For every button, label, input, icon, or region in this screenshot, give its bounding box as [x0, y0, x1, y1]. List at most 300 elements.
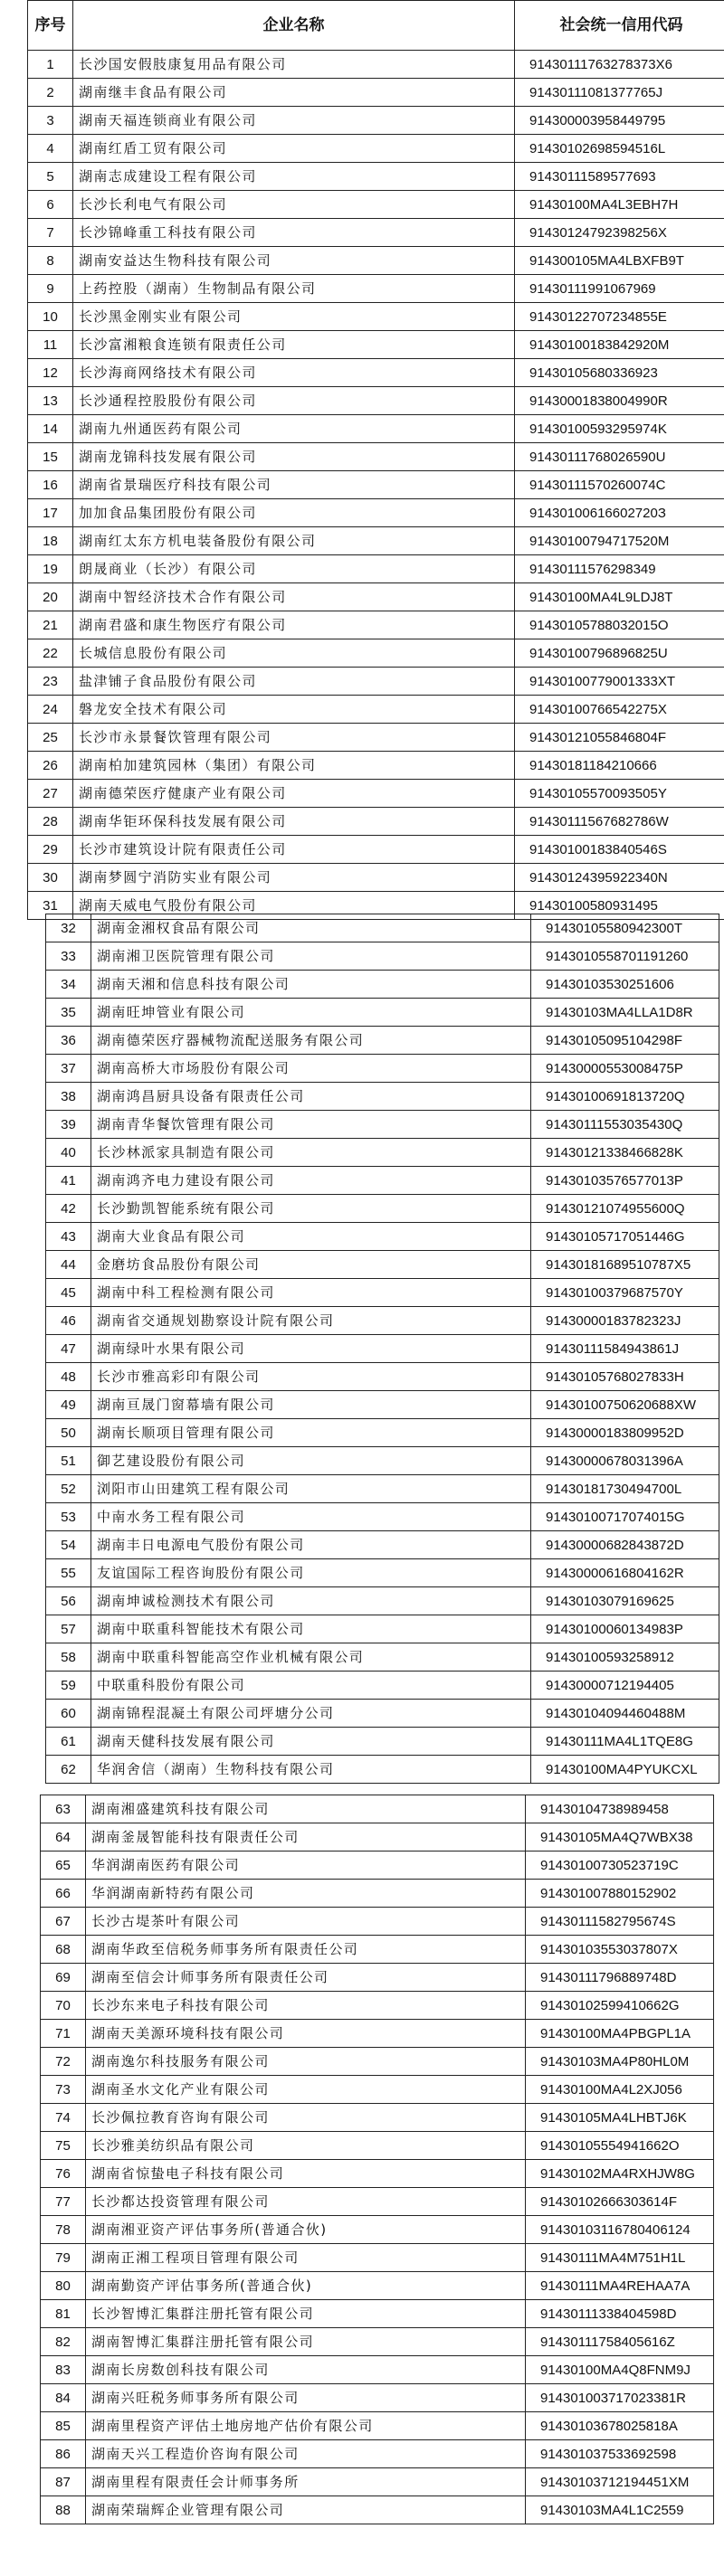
row-credit-code: 91430111796889748D [526, 1964, 714, 1992]
row-credit-code: 91430111MA4REHAA7A [526, 2272, 714, 2300]
row-company-name: 湖南高桥大市场股份有限公司 [91, 1055, 531, 1083]
row-seq: 79 [41, 2244, 86, 2272]
row-seq: 45 [46, 1279, 91, 1307]
row-company-name: 长沙锦峰重工科技有限公司 [73, 219, 515, 247]
table-row [46, 1111, 719, 1139]
table-row [28, 471, 724, 499]
row-seq: 57 [46, 1615, 91, 1643]
row-company-name: 湖南红太东方机电装备股份有限公司 [73, 527, 515, 555]
row-company-name: 长沙都达投资管理有限公司 [86, 2188, 526, 2216]
table-row [46, 1503, 719, 1531]
row-company-name: 长沙海商网络技术有限公司 [73, 359, 515, 387]
row-seq: 36 [46, 1027, 91, 1055]
row-seq: 22 [28, 639, 73, 668]
table-row [46, 999, 719, 1027]
table-body-part-2 [46, 914, 719, 1784]
row-company-name: 长沙东来电子科技有限公司 [86, 1992, 526, 2020]
table-row [41, 1852, 714, 1880]
table-row [28, 387, 724, 415]
row-company-name: 磐龙安全技术有限公司 [73, 696, 515, 724]
table-row [28, 780, 724, 808]
table-row [41, 2020, 714, 2048]
table-row [41, 2356, 714, 2384]
header-company-name: 企业名称 [73, 1, 515, 51]
row-seq: 41 [46, 1167, 91, 1195]
table-row [28, 752, 724, 780]
row-company-name: 湖南鸿齐电力建设有限公司 [91, 1167, 531, 1195]
row-credit-code: 91430102MA4RXHJW8G [526, 2160, 714, 2188]
row-company-name: 湖南华政至信税务师事务所有限责任公司 [86, 1936, 526, 1964]
row-seq: 7 [28, 219, 73, 247]
row-credit-code: 91430100060134983P [531, 1615, 719, 1643]
row-company-name: 长沙智博汇集群注册托管有限公司 [86, 2300, 526, 2328]
row-seq: 84 [41, 2384, 86, 2412]
table-row [28, 247, 724, 275]
row-credit-code: 91430104094460488M [531, 1700, 719, 1728]
row-seq: 6 [28, 191, 73, 219]
row-company-name: 湖南兴旺税务师事务所有限公司 [86, 2384, 526, 2412]
row-company-name: 湖南天威电气股份有限公司 [73, 892, 515, 920]
row-company-name: 湖南天美源环境科技有限公司 [86, 2020, 526, 2048]
table-row [46, 1027, 719, 1055]
row-credit-code: 91430001838004990R [515, 387, 724, 415]
row-seq: 38 [46, 1083, 91, 1111]
table-row [46, 1307, 719, 1335]
row-seq: 33 [46, 942, 91, 971]
row-seq: 29 [28, 836, 73, 864]
row-credit-code: 91430105717051446G [531, 1223, 719, 1251]
row-credit-code: 91430103576577013P [531, 1167, 719, 1195]
table-row [41, 2300, 714, 2328]
row-credit-code: 91430100580931495 [515, 892, 724, 920]
table-row [28, 415, 724, 443]
company-table-part-2 [45, 914, 719, 1784]
table-row [46, 1055, 719, 1083]
table-row [46, 1419, 719, 1447]
row-seq: 87 [41, 2468, 86, 2496]
row-company-name: 湖南坤诚检测技术有限公司 [91, 1587, 531, 1615]
row-credit-code: 91430111582795674S [526, 1908, 714, 1936]
row-seq: 61 [46, 1728, 91, 1756]
row-seq: 52 [46, 1475, 91, 1503]
table-row [41, 1795, 714, 1823]
row-company-name: 湖南天福连锁商业有限公司 [73, 107, 515, 135]
row-company-name: 湖南长顺项目管理有限公司 [91, 1419, 531, 1447]
row-seq: 42 [46, 1195, 91, 1223]
row-seq: 31 [28, 892, 73, 920]
row-seq: 54 [46, 1531, 91, 1559]
table-row [28, 107, 724, 135]
row-credit-code: 91430111763278373X6 [515, 51, 724, 79]
row-seq: 11 [28, 331, 73, 359]
row-credit-code: 91430111584943861J [531, 1335, 719, 1363]
row-seq: 49 [46, 1391, 91, 1419]
row-company-name: 湖南智博汇集群注册托管有限公司 [86, 2328, 526, 2356]
row-credit-code: 914301007880152902 [526, 1880, 714, 1908]
row-credit-code: 91430103116780406124 [526, 2216, 714, 2244]
table-header-row [28, 1, 724, 51]
row-credit-code: 91430111338404598D [526, 2300, 714, 2328]
row-company-name: 长沙长利电气有限公司 [73, 191, 515, 219]
row-seq: 5 [28, 163, 73, 191]
row-seq: 34 [46, 971, 91, 999]
row-credit-code: 91430102698594516L [515, 135, 724, 163]
table-row [41, 2412, 714, 2440]
row-seq: 37 [46, 1055, 91, 1083]
row-seq: 60 [46, 1700, 91, 1728]
table-row [46, 942, 719, 971]
row-company-name: 湖南绿叶水果有限公司 [91, 1335, 531, 1363]
table-row [46, 914, 719, 942]
row-seq: 62 [46, 1756, 91, 1784]
table-body-part-3 [41, 1795, 714, 2524]
row-seq: 12 [28, 359, 73, 387]
row-credit-code: 91430000553008475P [531, 1055, 719, 1083]
row-seq: 50 [46, 1419, 91, 1447]
row-credit-code: 91430103712194451XM [526, 2468, 714, 2496]
table-row [28, 219, 724, 247]
row-credit-code: 91430105580942300T [531, 914, 719, 942]
row-company-name: 加加食品集团股份有限公司 [73, 499, 515, 527]
row-credit-code: 91430100MA4L9LDJ8T [515, 583, 724, 611]
table-row [46, 1083, 719, 1111]
row-company-name: 长沙通程控股股份有限公司 [73, 387, 515, 415]
row-seq: 78 [41, 2216, 86, 2244]
row-company-name: 湖南安益达生物科技有限公司 [73, 247, 515, 275]
table-row [46, 1700, 719, 1728]
company-table-part-1 [27, 0, 724, 920]
table-row [46, 1672, 719, 1700]
row-seq: 86 [41, 2440, 86, 2468]
row-company-name: 湖南德荣医疗器械物流配送服务有限公司 [91, 1027, 531, 1055]
table-row [28, 191, 724, 219]
row-seq: 82 [41, 2328, 86, 2356]
row-credit-code: 91430111MA4L1TQE8G [531, 1728, 719, 1756]
row-credit-code: 91430100MA4Q8FNM9J [526, 2356, 714, 2384]
row-seq: 32 [46, 914, 91, 942]
row-company-name: 湖南至信会计师事务所有限责任公司 [86, 1964, 526, 1992]
row-company-name: 浏阳市山田建筑工程有限公司 [91, 1475, 531, 1503]
row-seq: 85 [41, 2412, 86, 2440]
row-seq: 63 [41, 1795, 86, 1823]
row-company-name: 湖南旺坤管业有限公司 [91, 999, 531, 1027]
row-company-name: 华润湖南新特药有限公司 [86, 1880, 526, 1908]
row-company-name: 湖南梦圆宁消防实业有限公司 [73, 864, 515, 892]
header-seq: 序号 [28, 1, 73, 51]
table-row [28, 359, 724, 387]
table-row [41, 1964, 714, 1992]
row-company-name: 湖南天兴工程造价咨询有限公司 [86, 2440, 526, 2468]
row-credit-code: 91430105554941662О [526, 2132, 714, 2160]
row-seq: 88 [41, 2496, 86, 2524]
row-credit-code: 91430100750620688XW [531, 1391, 719, 1419]
table-row [28, 808, 724, 836]
row-seq: 70 [41, 1992, 86, 2020]
row-company-name: 华润湖南医药有限公司 [86, 1852, 526, 1880]
table-row [28, 583, 724, 611]
table-row [28, 836, 724, 864]
table-row [28, 527, 724, 555]
row-credit-code: 91430103079169625 [531, 1587, 719, 1615]
row-seq: 80 [41, 2272, 86, 2300]
row-credit-code: 91430000712194405 [531, 1672, 719, 1700]
row-seq: 55 [46, 1559, 91, 1587]
table-row [41, 2160, 714, 2188]
row-credit-code: 91430121074955600Q [531, 1195, 719, 1223]
row-seq: 59 [46, 1672, 91, 1700]
table-row [46, 1335, 719, 1363]
row-company-name: 长沙市雅高彩印有限公司 [91, 1363, 531, 1391]
row-seq: 48 [46, 1363, 91, 1391]
table-row [28, 611, 724, 639]
row-credit-code: 91430111576298349 [515, 555, 724, 583]
row-company-name: 湖南正湘工程项目管理有限公司 [86, 2244, 526, 2272]
row-seq: 58 [46, 1643, 91, 1672]
row-credit-code: 91430000616804162R [531, 1559, 719, 1587]
row-credit-code: 91430124395922340N [515, 864, 724, 892]
row-company-name: 湖南圣水文化产业有限公司 [86, 2076, 526, 2104]
table-row [41, 2104, 714, 2132]
table-row [46, 1615, 719, 1643]
row-seq: 51 [46, 1447, 91, 1475]
row-company-name: 长沙市永景餐饮管理有限公司 [73, 724, 515, 752]
row-company-name: 湖南锦程混凝土有限公司坪塘分公司 [91, 1700, 531, 1728]
row-seq: 23 [28, 668, 73, 696]
row-company-name: 友谊国际工程咨询股份有限公司 [91, 1559, 531, 1587]
row-company-name: 湖南红盾工贸有限公司 [73, 135, 515, 163]
row-seq: 47 [46, 1335, 91, 1363]
row-company-name: 湖南君盛和康生物医疗有限公司 [73, 611, 515, 639]
row-company-name: 湖南勤资产评估事务所(普通合伙) [86, 2272, 526, 2300]
table-row [41, 2272, 714, 2300]
row-credit-code: 91430100616602720З [515, 499, 724, 527]
row-company-name: 长沙佩拉教育咨询有限公司 [86, 2104, 526, 2132]
row-company-name: 湖南省交通规划勘察设计院有限公司 [91, 1307, 531, 1335]
row-seq: 9 [28, 275, 73, 303]
row-seq: 76 [41, 2160, 86, 2188]
row-company-name: 湖南龙锦科技发展有限公司 [73, 443, 515, 471]
row-seq: 17 [28, 499, 73, 527]
row-seq: 24 [28, 696, 73, 724]
row-company-name: 湖南湘盛建筑科技有限公司 [86, 1795, 526, 1823]
table-row [46, 1167, 719, 1195]
row-seq: 66 [41, 1880, 86, 1908]
row-company-name: 盐津铺子食品股份有限公司 [73, 668, 515, 696]
row-company-name: 长沙富湘粮食连锁有限责任公司 [73, 331, 515, 359]
row-company-name: 湖南荣瑞辉企业管理有限公司 [86, 2496, 526, 2524]
row-credit-code: 91430105MA4Q7WBX38 [526, 1823, 714, 1852]
row-seq: 30 [28, 864, 73, 892]
row-company-name: 中联重科股份有限公司 [91, 1672, 531, 1700]
row-company-name: 长沙国安假肢康复用品有限公司 [73, 51, 515, 79]
table-row [28, 668, 724, 696]
row-company-name: 湖南釜晟智能科技有限责任公司 [86, 1823, 526, 1852]
row-credit-code: 91430103678025818A [526, 2412, 714, 2440]
table-row [46, 1139, 719, 1167]
table-row [41, 2328, 714, 2356]
row-company-name: 湖南里程有限责任会计师事务所 [86, 2468, 526, 2496]
table-row [28, 275, 724, 303]
row-credit-code: 91430111MA4M751H1L [526, 2244, 714, 2272]
row-credit-code: 91430100691813720Q [531, 1083, 719, 1111]
table-row [41, 2048, 714, 2076]
row-credit-code: 91430100183842920M [515, 331, 724, 359]
row-company-name: 湖南长房数创科技有限公司 [86, 2356, 526, 2384]
row-credit-code: 91430103MA4LLA1D8R [531, 999, 719, 1027]
row-credit-code: 91430100796896825U [515, 639, 724, 668]
table-row [41, 2468, 714, 2496]
row-company-name: 湖南华钜环保科技发展有限公司 [73, 808, 515, 836]
row-credit-code: 914301003717023381R [526, 2384, 714, 2412]
table-row [46, 1728, 719, 1756]
table-body-part-1 [28, 51, 724, 920]
row-credit-code: 914300003958449795 [515, 107, 724, 135]
row-credit-code: 91430100794717520M [515, 527, 724, 555]
table-row [41, 2076, 714, 2104]
row-credit-code: 9143010558701191260 [531, 942, 719, 971]
row-seq: 20 [28, 583, 73, 611]
table-row [41, 2440, 714, 2468]
row-seq: 2 [28, 79, 73, 107]
row-seq: 14 [28, 415, 73, 443]
row-company-name: 湖南中智经济技术合作有限公司 [73, 583, 515, 611]
row-seq: 1 [28, 51, 73, 79]
table-row [41, 2384, 714, 2412]
row-credit-code: 914300105MA4LBXFB9T [515, 247, 724, 275]
table-row [46, 1756, 719, 1784]
row-seq: 74 [41, 2104, 86, 2132]
row-seq: 53 [46, 1503, 91, 1531]
row-credit-code: 91430100MA4PBGPL1A [526, 2020, 714, 2048]
row-credit-code: 91430000678031396A [531, 1447, 719, 1475]
row-credit-code: 91430111553035430Q [531, 1111, 719, 1139]
row-seq: 19 [28, 555, 73, 583]
row-company-name: 御艺建设股份有限公司 [91, 1447, 531, 1475]
row-credit-code: 91430100MA4L3EBH7H [515, 191, 724, 219]
table-row [41, 1936, 714, 1964]
row-credit-code: 91430102666303614F [526, 2188, 714, 2216]
row-credit-code: 91430111768026590U [515, 443, 724, 471]
row-company-name: 湖南省景瑞医疗科技有限公司 [73, 471, 515, 499]
table-row [46, 1251, 719, 1279]
row-company-name: 湖南天湘和信息科技有限公司 [91, 971, 531, 999]
table-row [46, 1391, 719, 1419]
row-credit-code: 91430103530251606 [531, 971, 719, 999]
row-company-name: 湖南丰日电源电气股份有限公司 [91, 1531, 531, 1559]
row-company-name: 湖南九州通医药有限公司 [73, 415, 515, 443]
row-company-name: 湖南里程资产评估土地房地产估价有限公司 [86, 2412, 526, 2440]
row-seq: 16 [28, 471, 73, 499]
row-seq: 56 [46, 1587, 91, 1615]
row-credit-code: 91430105788032015O [515, 611, 724, 639]
row-seq: 67 [41, 1908, 86, 1936]
row-credit-code: 91430100379687570Y [531, 1279, 719, 1307]
row-seq: 65 [41, 1852, 86, 1880]
table-row [46, 1643, 719, 1672]
row-credit-code: 91430100MA4L2XJ056 [526, 2076, 714, 2104]
row-company-name: 湖南湘卫医院管理有限公司 [91, 942, 531, 971]
row-credit-code: 91430100766542275X [515, 696, 724, 724]
row-seq: 13 [28, 387, 73, 415]
row-company-name: 朗晟商业（长沙）有限公司 [73, 555, 515, 583]
table-row [28, 443, 724, 471]
row-seq: 18 [28, 527, 73, 555]
row-seq: 39 [46, 1111, 91, 1139]
row-company-name: 湖南继丰食品有限公司 [73, 79, 515, 107]
row-seq: 44 [46, 1251, 91, 1279]
row-credit-code: 91430181730494700L [531, 1475, 719, 1503]
table-row [28, 51, 724, 79]
row-credit-code: 91430100183840546S [515, 836, 724, 864]
table-row [46, 1447, 719, 1475]
row-seq: 77 [41, 2188, 86, 2216]
table-row [41, 1908, 714, 1936]
row-seq: 40 [46, 1139, 91, 1167]
row-credit-code: 91430105680336923 [515, 359, 724, 387]
row-company-name: 长沙市建筑设计院有限责任公司 [73, 836, 515, 864]
row-credit-code: 91430111567682786W [515, 808, 724, 836]
row-credit-code: 91430124792398256X [515, 219, 724, 247]
table-row [41, 2132, 714, 2160]
row-company-name: 湖南中联重科智能高空作业机械有限公司 [91, 1643, 531, 1672]
row-seq: 83 [41, 2356, 86, 2384]
row-seq: 75 [41, 2132, 86, 2160]
row-credit-code: 91430105095104298F [531, 1027, 719, 1055]
table-row [28, 135, 724, 163]
row-credit-code: 91430100779001333XT [515, 668, 724, 696]
table-row [41, 1823, 714, 1852]
row-credit-code: 91430000682843872D [531, 1531, 719, 1559]
row-company-name: 湖南湘亚资产评估事务所(普通合伙) [86, 2216, 526, 2244]
row-credit-code: 91430000183809952D [531, 1419, 719, 1447]
row-seq: 10 [28, 303, 73, 331]
row-company-name: 湖南省惊蛰电子科技有限公司 [86, 2160, 526, 2188]
row-company-name: 长沙黑金刚实业有限公司 [73, 303, 515, 331]
table-row [28, 499, 724, 527]
row-company-name: 湖南鸿昌厨具设备有限责任公司 [91, 1083, 531, 1111]
row-company-name: 长沙林派家具制造有限公司 [91, 1139, 531, 1167]
table-row [28, 639, 724, 668]
row-credit-code: 914301037533692598 [526, 2440, 714, 2468]
row-company-name: 长沙勤凯智能系统有限公司 [91, 1195, 531, 1223]
table-row [46, 1587, 719, 1615]
row-seq: 69 [41, 1964, 86, 1992]
row-credit-code: 91430105MA4LHBTJ6K [526, 2104, 714, 2132]
row-seq: 71 [41, 2020, 86, 2048]
table-row [46, 1223, 719, 1251]
row-credit-code: 91430100MA4PYUKCXL [531, 1756, 719, 1784]
row-credit-code: 91430181184210666 [515, 752, 724, 780]
row-seq: 68 [41, 1936, 86, 1964]
row-seq: 8 [28, 247, 73, 275]
row-credit-code: 91430111570260074C [515, 471, 724, 499]
row-company-name: 湖南天健科技发展有限公司 [91, 1728, 531, 1756]
row-credit-code: 91430100593258912 [531, 1643, 719, 1672]
table-row [46, 1531, 719, 1559]
table-row [41, 1880, 714, 1908]
row-company-name: 湖南柏加建筑园林（集团）有限公司 [73, 752, 515, 780]
row-seq: 4 [28, 135, 73, 163]
row-company-name: 湖南德荣医疗健康产业有限公司 [73, 780, 515, 808]
row-credit-code: 91430103MA4P80HL0M [526, 2048, 714, 2076]
row-company-name: 湖南金湘权食品有限公司 [91, 914, 531, 942]
row-company-name: 湖南亘晟门窗幕墙有限公司 [91, 1391, 531, 1419]
table-row [28, 555, 724, 583]
row-seq: 21 [28, 611, 73, 639]
company-table-part-3 [40, 1795, 714, 2524]
table-row [41, 2188, 714, 2216]
row-credit-code: 91430100593295974K [515, 415, 724, 443]
